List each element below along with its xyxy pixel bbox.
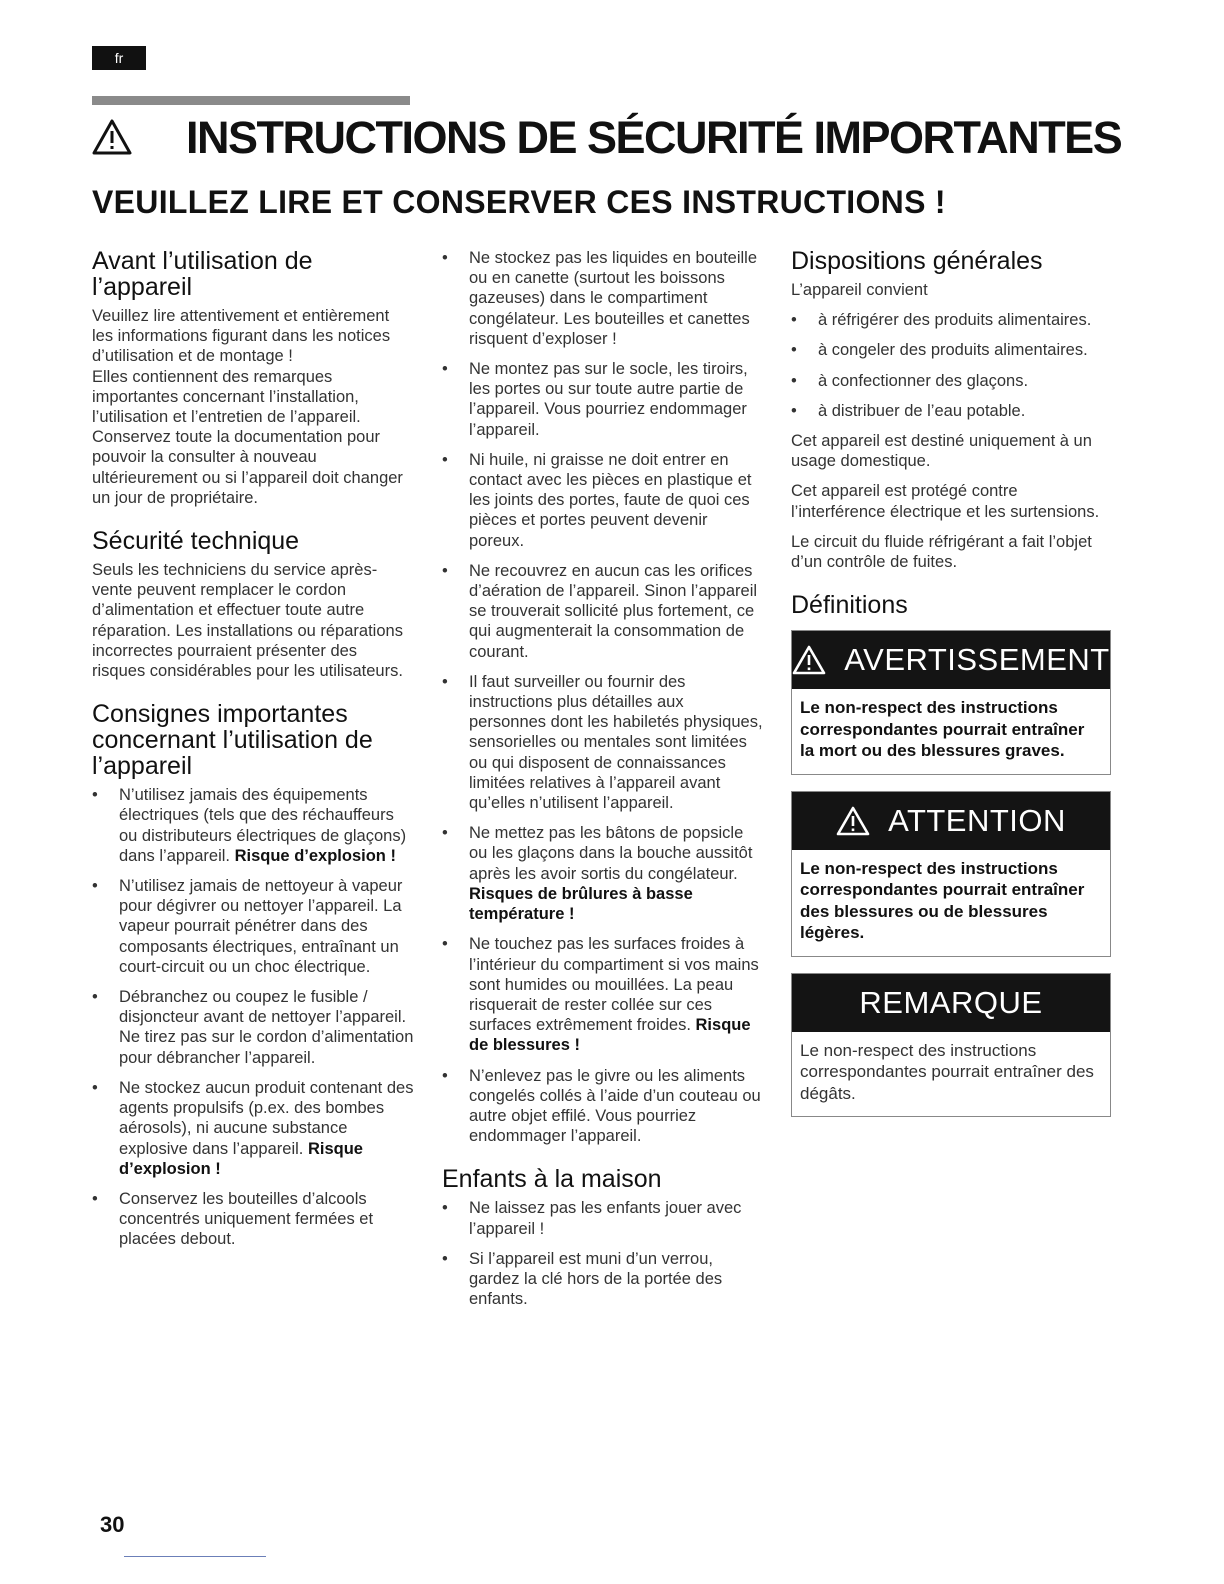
page-number: 30 <box>100 1512 125 1537</box>
header-rule <box>92 96 410 105</box>
section-heading-technical: Sécurité technique <box>92 527 300 556</box>
warning-box-label: AVERTISSEMENT <box>844 642 1110 678</box>
warning-definition-box <box>791 630 1111 775</box>
attention-box-header <box>792 792 1110 850</box>
warning-triangle-icon <box>92 119 132 155</box>
column-right <box>791 248 1111 1117</box>
language-tab: fr <box>92 46 146 70</box>
attention-definition-box <box>791 791 1111 957</box>
section-heading-usage: Consignes importantes concernant l’utilisation de l’appareil <box>92 700 373 781</box>
paragraph: Cet appareil est protégé contre l’interférence électrique et les surtensions. <box>791 482 1100 521</box>
column-middle <box>442 248 764 1319</box>
page-title <box>92 112 1132 164</box>
list-item: • Débranchez ou coupez le fusible / disjoncteur avant de nettoyer l’appareil. Ne tirez pas sur le cordon d’alimentation pour débrancher l’appareil. <box>92 987 414 1068</box>
page-subtitle: VEUILLEZ LIRE ET CONSERVER CES INSTRUCTIONS ! <box>92 184 946 220</box>
remark-box-label: REMARQUE <box>859 984 1043 1020</box>
list-item: • Conservez les bouteilles d’alcools concentrés uniquement fermées et placées debout. <box>92 1189 414 1250</box>
list-item: • Ne mettez pas les bâtons de popsicle ou les glaçons dans la bouche aussitôt après les avoir sortis du congélateur. Risques de brûlures à basse température ! <box>442 823 764 924</box>
section-heading-children: Enfants à la maison <box>442 1165 662 1194</box>
list-item: • Si l’appareil est muni d’un verrou, gardez la clé hors de la portée des enfants. <box>442 1249 764 1310</box>
warning-box-header <box>792 631 1110 689</box>
remark-definition-box <box>791 973 1111 1118</box>
attention-box-text: Le non-respect des instructions correspondantes pourrait entraîner des blessures ou de blessures légères. <box>800 858 1085 943</box>
section-heading-general: Dispositions générales <box>791 247 1043 275</box>
section-heading-definitions: Définitions <box>791 591 908 620</box>
list-item: • Ne laissez pas les enfants jouer avec l’appareil ! <box>442 1198 764 1238</box>
remark-box-header <box>792 974 1110 1032</box>
column-left <box>92 248 414 1260</box>
paragraph: Seuls les techniciens du service après-vente peuvent remplacer le cordon d’alimentation et effectuer toute autre réparation. Les installations ou réparations incorrectes pourraient présenter des risques considérables pour les utilisateurs. <box>92 561 403 681</box>
list-item: • Ne stockez aucun produit contenant des agents propulsifs (p.ex. des bombes aérosols), ni aucune substance explosive dans l’appareil. Risque d’explosion ! <box>92 1078 414 1179</box>
paragraph: L’appareil convient <box>791 281 928 299</box>
list-item: • à confectionner des glaçons. <box>791 371 1111 391</box>
paragraph: Cet appareil est destiné uniquement à un usage domestique. <box>791 432 1092 471</box>
bullet-list <box>791 310 1111 421</box>
list-item: • à distribuer de l’eau potable. <box>791 401 1111 421</box>
list-item: • N’enlevez pas le givre ou les aliments congelés collés à l’aide d’un couteau ou autre objet effilé. Vous pourriez endommager l’appareil. <box>442 1066 764 1147</box>
list-item: • à réfrigérer des produits alimentaires. <box>791 310 1111 330</box>
list-item: • Ne touchez pas les surfaces froides à l’intérieur du compartiment si vos mains sont humides ou mouillées. La peau risquerait de rester collée sur ces surfaces extrêmement froides. Risque de blessures ! <box>442 934 764 1055</box>
section-heading-before-use: Avant l’utilisation de l’appareil <box>92 247 313 301</box>
paragraph: Veuillez lire attentivement et entièrement les informations figurant dans les notices d’utilisation et de montage ! <box>92 307 391 366</box>
paragraph: Le circuit du fluide réfrigérant a fait l’objet d’un contrôle de fuites. <box>791 532 1092 572</box>
remark-box-text: Le non-respect des instructions correspondantes pourrait entraîner des dégâts. <box>800 1040 1094 1103</box>
list-item: • Il faut surveiller ou fournir des instructions plus détailles aux personnes dont les habiletés physiques, sensorielles ou mentales sont limitées ou qui disposent de connaissances limitées relatives à l’appareil avant qu’elles n’utilisent l’appareil. <box>442 672 764 813</box>
bullet-list <box>442 248 764 1146</box>
list-item: • Ne stockez pas les liquides en bouteille ou en canette (surtout les boissons gazeuses) dans le compartiment congélateur. Les bouteilles et canettes risquent d’exploser ! <box>442 248 764 349</box>
list-item: • Ne recouvrez en aucun cas les orifices d’aération de l’appareil. Sinon l’appareil se trouverait sollicité plus fortement, ce qui augmenterait la consommation de courant. <box>442 561 764 662</box>
attention-box-label: ATTENTION <box>888 802 1066 838</box>
list-item: • à congeler des produits alimentaires. <box>791 340 1111 360</box>
warning-box-text: Le non-respect des instructions correspondantes pourrait entraîner la mort ou des blessures graves. <box>800 698 1085 761</box>
list-item: • N’utilisez jamais des équipements électriques (tels que des réchauffeurs ou distributeurs électriques de glaçons) dans l’appareil. Risque d’explosion ! <box>92 785 414 866</box>
warning-triangle-icon <box>792 645 826 675</box>
paragraph: Elles contiennent des remarques importantes concernant l’installation, l’utilisation et l’entretien de l’appareil. Conservez toute la documentation pour pouvoir la consulter à nouveau ultérieurement ou si l’appareil doit changer un jour de propriétaire. <box>92 367 403 507</box>
list-item: • N’utilisez jamais de nettoyeur à vapeur pour dégivrer ou nettoyer l’appareil. La vapeur pourrait pénétrer dans des composants électriques, entraînant un court-circuit ou un choc électrique. <box>92 876 414 977</box>
warning-triangle-icon <box>836 806 870 836</box>
bullet-list <box>92 785 414 1249</box>
list-item: • Ni huile, ni graisse ne doit entrer en contact avec les pièces en plastique et les joints des portes, faute de quoi ces pièces et portes peuvent devenir poreux. <box>442 450 764 551</box>
list-item: • Ne montez pas sur le socle, les tiroirs, les portes ou sur toute autre partie de l’appareil. Vous pourriez endommager l’appareil. <box>442 359 764 440</box>
bullet-list <box>442 1198 764 1309</box>
page-title-text: INSTRUCTIONS DE SÉCURITÉ IMPORTANTES <box>186 112 1122 163</box>
footer-rule <box>124 1556 266 1557</box>
